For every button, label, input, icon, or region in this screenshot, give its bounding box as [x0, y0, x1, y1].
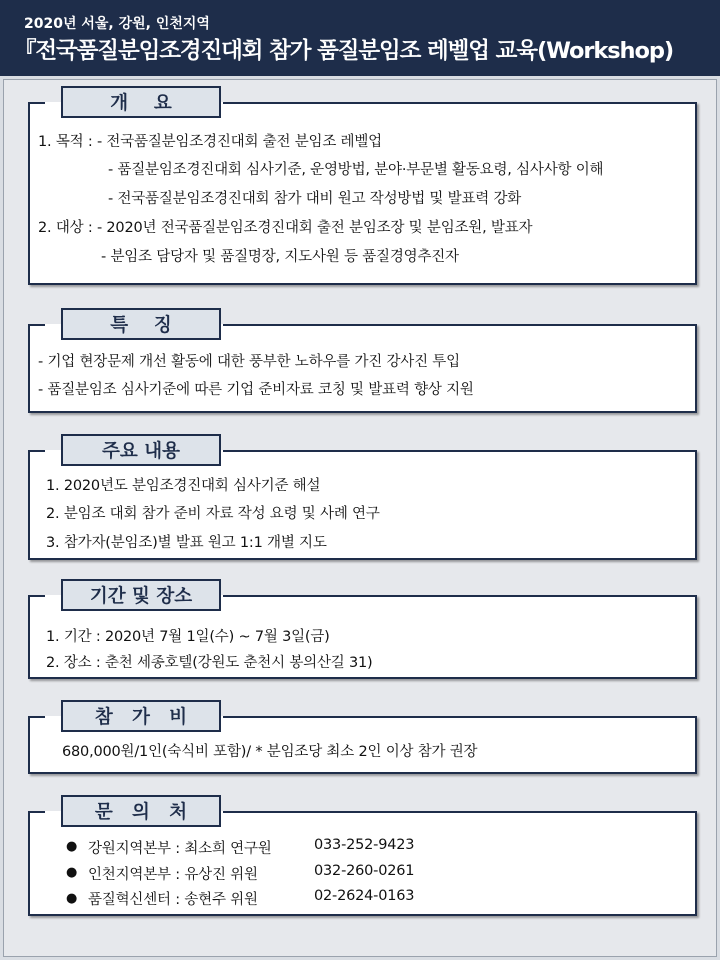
section-features	[28, 315, 697, 413]
contact-name: 인천지역본부 : 유상진 위원	[88, 867, 258, 883]
header-title: 『전국품질분임조경진대회 참가 품질분임조 레벨업 교육(Workshop)	[14, 38, 674, 64]
section-main-content	[28, 441, 697, 560]
features-line: - 품질분임조 심사기준에 따른 기업 준비자료 코칭 및 발표력 향상 지원	[38, 382, 474, 398]
schedule-line: 2. 장소 : 춘천 세종호텔(강원도 춘천시 봉의산길 31)	[46, 655, 373, 671]
bullet-icon: ●	[66, 865, 78, 880]
overview-line: 2. 대상 : - 2020년 전국품질분임조경진대회 출전 분임조장 및 분임조원, 발표자	[38, 220, 533, 236]
section-contact-label: 문 의 처	[61, 795, 221, 827]
content-line: 2. 분임조 대회 참가 준비 자료 작성 요령 및 사례 연구	[46, 506, 380, 522]
section-overview	[28, 93, 697, 285]
header-banner	[0, 0, 720, 76]
contact-name: 품질혁신센터 : 송현주 위원	[88, 892, 258, 908]
bullet-icon: ●	[66, 839, 78, 854]
content-line: 3. 참가자(분임조)별 발표 원고 1:1 개별 지도	[46, 535, 327, 551]
overview-line: - 분임조 담당자 및 품질명장, 지도사원 등 품질경영추진자	[101, 249, 459, 265]
section-features-label: 특 징	[61, 308, 221, 340]
overview-line: - 전국품질분임조경진대회 참가 대비 원고 작성방법 및 발표력 강화	[108, 191, 522, 207]
overview-line: - 품질분임조경진대회 심사기준, 운영방법, 분야·부문별 활동요령, 심사사항 이해	[108, 162, 604, 178]
section-main-content-label: 주요 내용	[61, 434, 221, 466]
contact-name: 강원지역본부 : 최소희 연구원	[88, 841, 272, 857]
bullet-icon: ●	[66, 891, 78, 906]
contact-phone: 032-260-0261	[314, 863, 415, 879]
contact-phone: 02-2624-0163	[314, 888, 415, 904]
header-subtitle: 2020년 서울, 강원, 인천지역	[24, 16, 210, 32]
section-fee	[28, 707, 697, 774]
section-schedule-label: 기간 및 장소	[61, 579, 221, 611]
overview-line: 1. 목적 : - 전국품질분임조경진대회 출전 분임조 레벨업	[38, 134, 382, 150]
section-overview-label: 개 요	[61, 86, 221, 118]
fee-line: 680,000원/1인(숙식비 포함)/ * 분임조당 최소 2인 이상 참가 권장	[62, 744, 478, 760]
section-schedule	[28, 586, 697, 679]
schedule-line: 1. 기간 : 2020년 7월 1일(수) ~ 7월 3일(금)	[46, 629, 330, 645]
section-fee-label: 참 가 비	[61, 700, 221, 732]
features-line: - 기업 현장문제 개선 활동에 대한 풍부한 노하우를 가진 강사진 투입	[38, 354, 460, 370]
contact-phone: 033-252-9423	[314, 837, 415, 853]
section-contact	[28, 802, 697, 916]
content-line: 1. 2020년도 분임조경진대회 심사기준 해설	[46, 478, 321, 494]
